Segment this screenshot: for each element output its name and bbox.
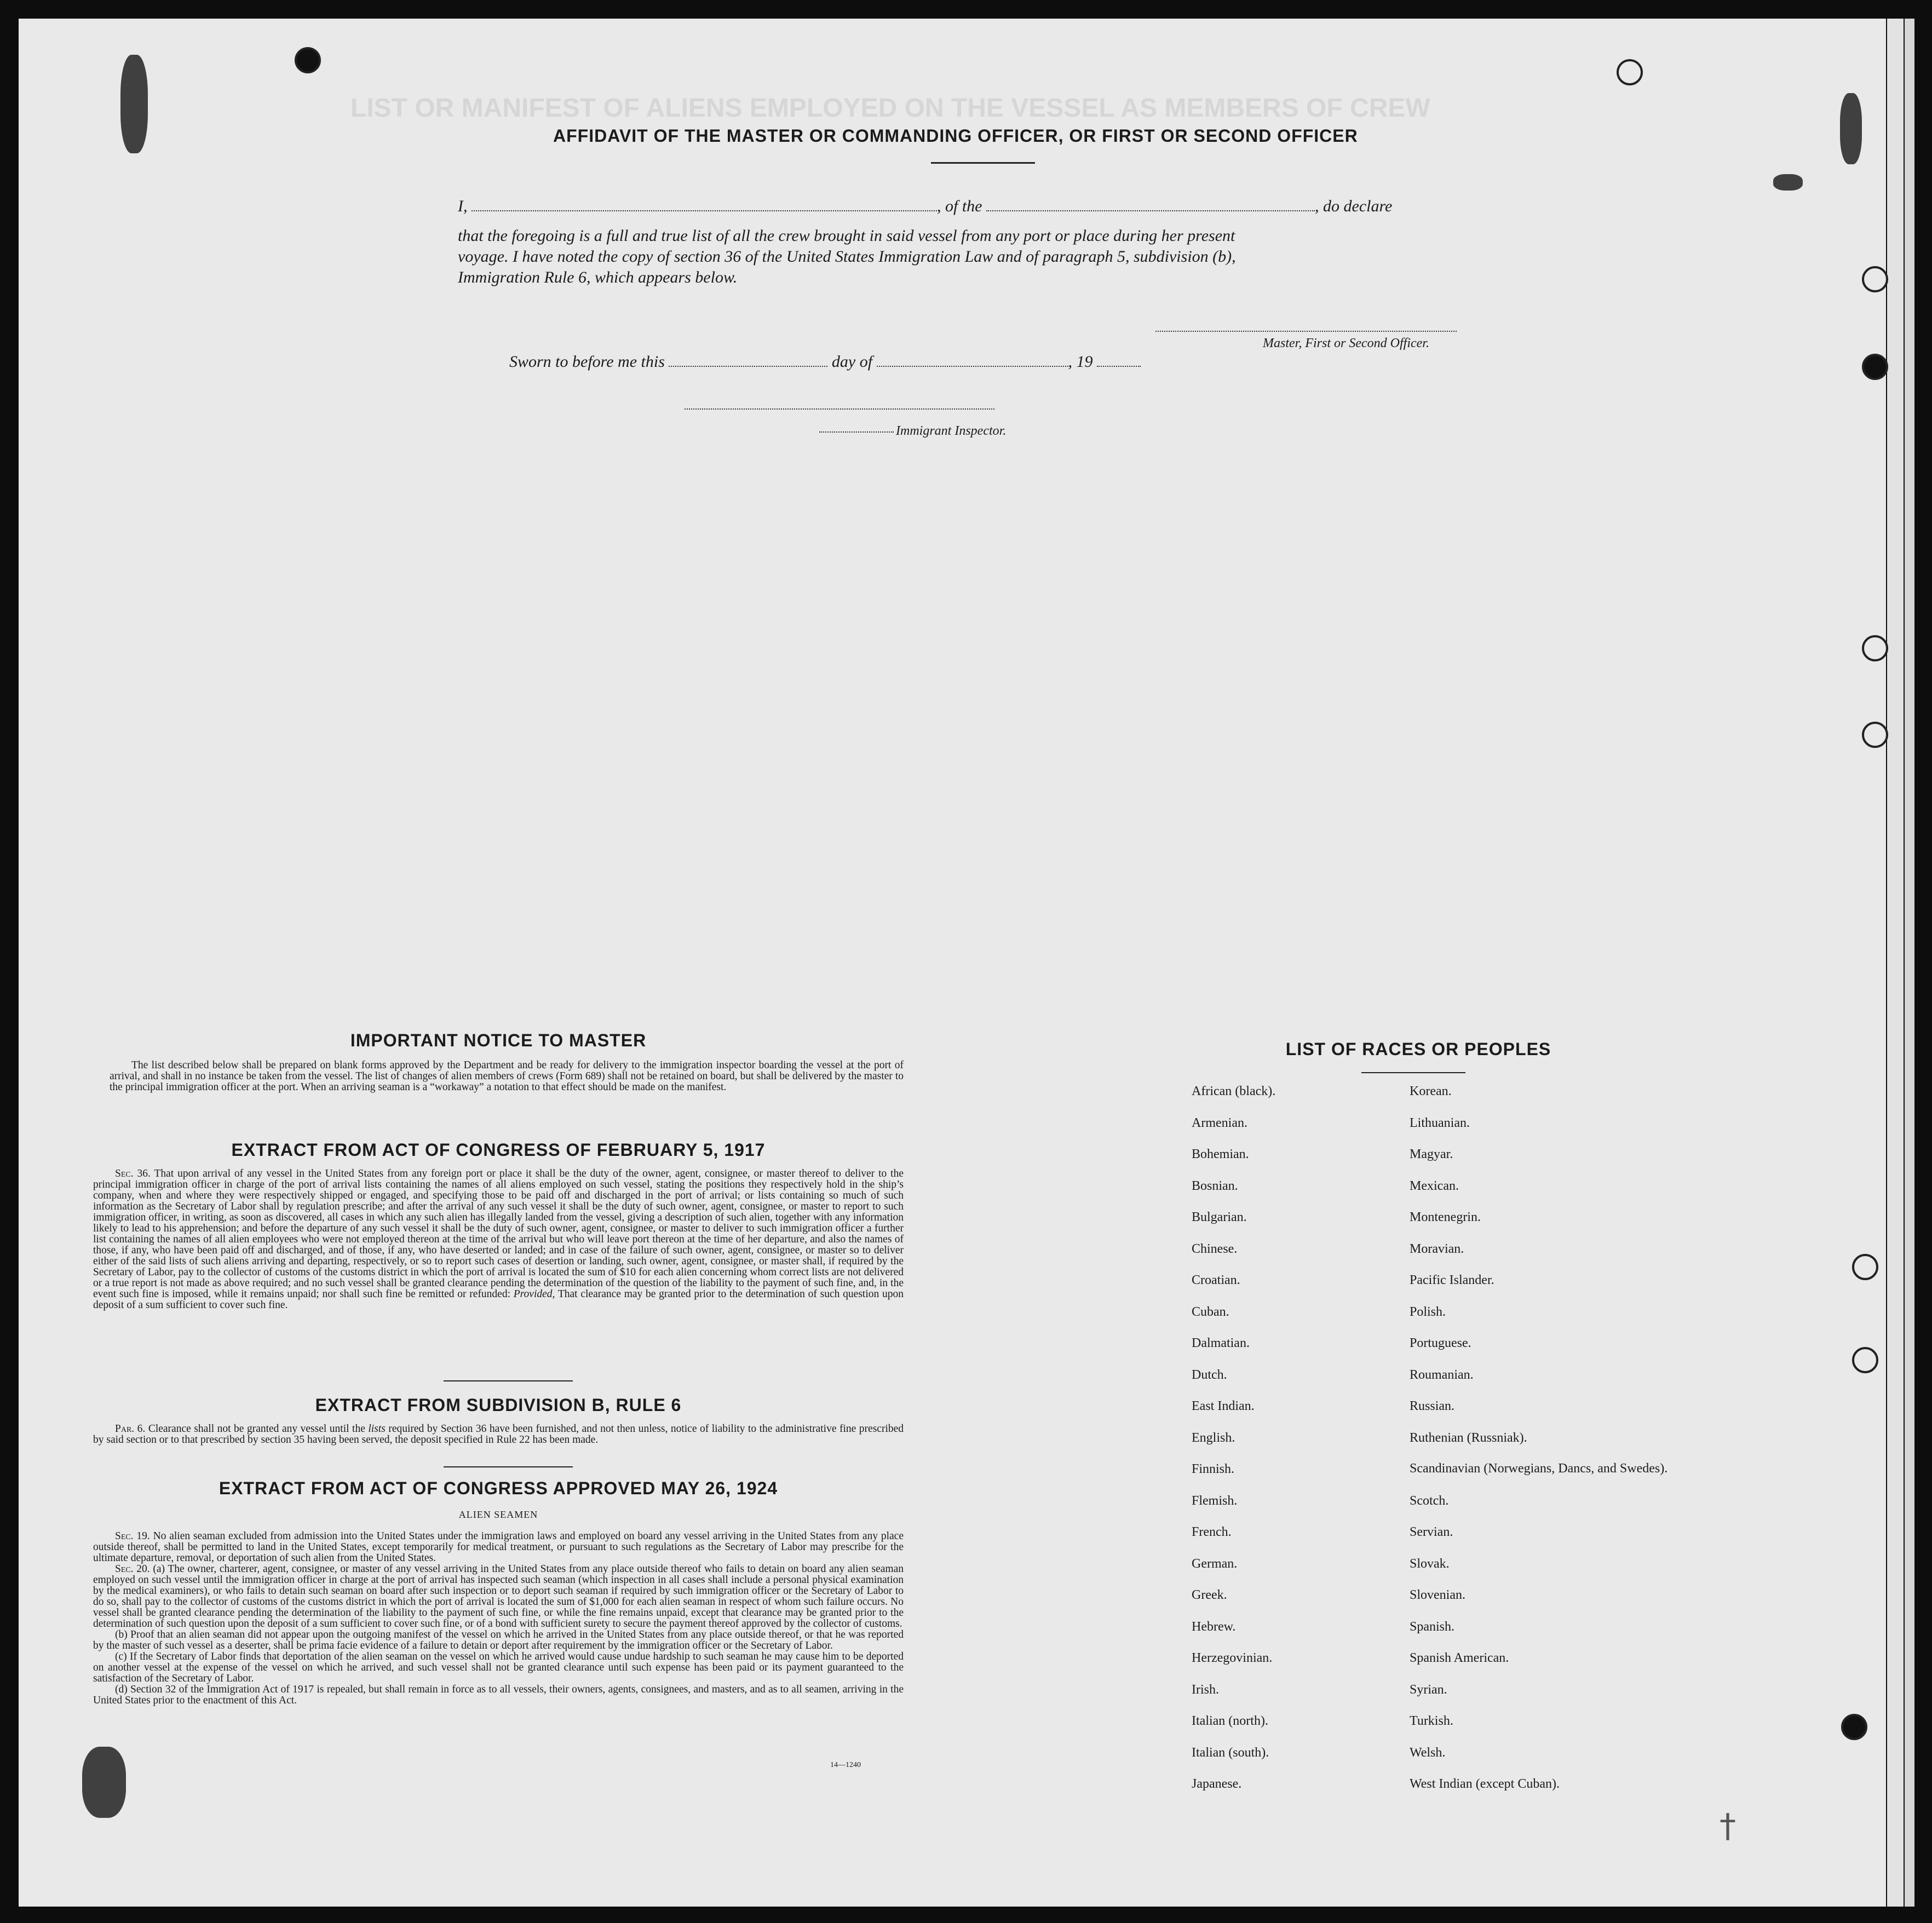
proviso-label: Provided, [513, 1288, 555, 1300]
punch-hole [1841, 1714, 1867, 1740]
punch-hole [295, 47, 321, 73]
master-label: Master, First or Second Officer. [1263, 336, 1429, 350]
race-item: Slovenian. [1410, 1588, 1465, 1602]
inspector-label: Immigrant Inspector. [896, 424, 1007, 438]
punch-hole [1617, 59, 1643, 85]
race-item: Herzegovinian. [1192, 1651, 1273, 1665]
race-item: Korean. [1410, 1084, 1452, 1098]
race-item: African (black). [1192, 1084, 1276, 1098]
affidavit-declare: , do declare [1315, 197, 1393, 215]
year-blank[interactable] [1097, 365, 1141, 367]
form-number: 14—1240 [830, 1761, 861, 1769]
notice-paragraph: The list described below shall be prepared on blank forms approved by the Department and be ready for delivery to the immigration inspector boarding the vessel at the port of arrival, and shall in no instance be taken from the vessel. The list of changes of alien members of crews (Form 689) shall not be retained on board, but shall be delivered by the master to the principal immigration officer at the port. When an arriving seaman is a “workaway” a notation to that effect should be made on the manifest. [110, 1060, 904, 1093]
section-19-text: No alien seaman excluded from admission into the United States under the immigration laws and employed on board any vessel arriving in the United States from any place outside thereof, shall be permitted to land in the United States, except temporarily for medical treatment, or pursuant to such regulations as the Secretary of Labor may prescribe for the ultimate departure, removal, or deportation of such alien from the United States. [93, 1530, 904, 1564]
page-edge [1905, 19, 1914, 1907]
race-item: Syrian. [1410, 1682, 1447, 1697]
affidavit-line-2: that the foregoing is a full and true list of all the crew brought in said vessel from any port or place during her present [458, 227, 1235, 245]
affidavit-line-4: Immigration Rule 6, which appears below. [458, 268, 738, 286]
races-right-column [1410, 1084, 1668, 1809]
alien-seamen-subtitle: ALIEN SEAMEN [458, 1509, 538, 1520]
race-item: Welsh. [1410, 1745, 1446, 1760]
race-item: Bohemian. [1192, 1147, 1249, 1161]
race-item: Polish. [1410, 1304, 1446, 1319]
affidavit-line-1 [458, 197, 1392, 216]
race-item: Russian. [1410, 1399, 1455, 1413]
vessel-blank[interactable] [986, 210, 1315, 211]
race-item: Portuguese. [1410, 1336, 1471, 1350]
bleed-through-title: LIST OR MANIFEST OF ALIENS EMPLOYED ON THE VESSEL AS MEMBERS OF CREW [350, 94, 1430, 123]
section-20b-text: (b) Proof that an alien seaman did not appear upon the outgoing manifest of the vessel on which he arrived in the United States from any place outside thereof, or that he was reported by the master of such vessel as a deserter, shall be prima facie evidence of a failure to detain or deport after requirement by the immigration officer or the Secretary of Labor. [93, 1629, 904, 1651]
race-item: East Indian. [1192, 1399, 1255, 1413]
year-prefix: , 19 [1068, 353, 1093, 371]
notice-title: IMPORTANT NOTICE TO MASTER [350, 1030, 647, 1050]
ink-stain [1773, 174, 1803, 191]
punch-hole [1862, 266, 1888, 292]
section-20a-text: (a) The owner, charterer, agent, consignee, or master of any vessel arriving in the United States from any place outside thereof who fails to detain on board any alien seaman employed on such vessel until the immigration officer in charge at the port of arrival has inspected such seaman (which inspection in all cases shall include a personal physical examination by the medical examiners), or who fails to detain such seaman on board after such inspection or to deport such seaman if required by such immigration officer or the Secretary of Labor to do so, shall pay to the collector of customs of the customs district in which the port of arrival is located the sum of $1,000 for each alien seaman in respect of whom such failure occurs. No vessel shall be granted clearance pending the determination of the liability to the payment of such fine, or while the fine remains unpaid, except that clearance may be granted prior to the determination of such question upon the deposit of a sum sufficient to cover such fine, or of a bond with sufficient surety to secure the payment thereof approved by the collector of customs. [93, 1563, 904, 1630]
day-of-text: day of [831, 353, 873, 371]
race-item: Croatian. [1192, 1273, 1240, 1287]
inspector-sub-line [819, 431, 894, 433]
section-36-text: That upon arrival of any vessel in the United States from any foreign port or place it shall be the duty of the owner, agent, consignee, or master thereof to deliver to the principal immigration officer in charge of the port of arrival lists containing the names of all aliens employed on such vessel, stating the positions they respectively hold in the ship’s company, when and where they were respectively shipped or engaged, and specifying those to be paid off and discharged in the port of arrival; or lists containing so much of such information as the Secretary of Labor shall by regulation prescribe; and after the arrival of any such vessel it shall be the duty of such owner, agent, consignee, or master to report to such immigration officer, in writing, as soon as discovered, all cases in which any such alien has illegally landed from the vessel, giving a description of such alien, together with any information likely to lead to his apprehension; and before the departure of any such vessel it shall be the duty of such owner, agent, consignee, or master to deliver to such immigration officer a further list containing the names of all alien employees who were not employed thereon at the time of the arrival but who will leave port thereon at the time of her departure, and also the names of those, if any, who have been paid off and discharged, and of those, if any, who have deserted or landed; and in case of the failure of such owner, agent, consignee, or master so to deliver either of the said lists of such aliens arriving and departing, respectively, or so to report such cases of desertion or landing, such owner, agent, consignee, or master shall, if required by the Secretary of Labor, pay to the collector of customs of the customs district in which the port of arrival is located the sum of $10 for each alien concerning whom correct lists are not delivered or a true report is not made as above required; and no such vessel shall be granted clearance pending the determination of the question of the liability to the payment of such fine, and, in the event such fine is imposed, while it remains unpaid; nor shall such fine be remitted or refunded: [93, 1168, 904, 1300]
race-item: Flemish. [1192, 1493, 1238, 1508]
notice-body [110, 1060, 904, 1093]
section-label: Sec. 19. [115, 1530, 150, 1542]
extract-1924-title: EXTRACT FROM ACT OF CONGRESS APPROVED MAY 26, 1924 [219, 1478, 778, 1498]
inspector-signature-line[interactable] [685, 408, 994, 410]
affidavit-of-the: , of the [937, 197, 982, 215]
race-item: Italian (south). [1192, 1745, 1269, 1760]
race-item: Pacific Islander. [1410, 1273, 1494, 1287]
races-left-column [1192, 1084, 1275, 1809]
race-item: Mexican. [1410, 1178, 1459, 1193]
race-item: Bulgarian. [1192, 1210, 1247, 1224]
race-item: Scandinavian (Norwegians, Dancs, and Swedes). [1410, 1461, 1668, 1476]
race-item: Finnish. [1192, 1462, 1235, 1476]
race-item: Greek. [1192, 1588, 1227, 1602]
race-item: Servian. [1410, 1525, 1453, 1539]
race-item: Chinese. [1192, 1241, 1238, 1256]
month-blank[interactable] [877, 365, 1068, 367]
race-item: Armenian. [1192, 1115, 1247, 1130]
page-mark: † [1720, 1807, 1736, 1845]
race-item: English. [1192, 1430, 1235, 1445]
punch-hole [1862, 354, 1888, 380]
divider [931, 162, 1035, 164]
punch-hole [1852, 1347, 1878, 1373]
race-item: Hebrew. [1192, 1619, 1236, 1634]
section-20c-text: (c) If the Secretary of Labor finds that deportation of the alien seaman on the vessel on which he arrived would cause undue hardship to such seaman he may cause him to be deported on another vessel at the expense of the vessel on which he arrived, and such vessel shall not be granted clearance until such expense has been paid or its payment guaranteed to the satisfaction of the Secretary of Labor. [93, 1651, 904, 1684]
master-signature-line[interactable] [1155, 331, 1457, 332]
punch-hole [1852, 1254, 1878, 1280]
extract-rule6-body [93, 1424, 904, 1446]
race-item: German. [1192, 1556, 1238, 1571]
extract-1924-body [93, 1531, 904, 1706]
races-title: LIST OF RACES OR PEOPLES [1285, 1039, 1551, 1059]
divider [1361, 1072, 1465, 1073]
race-item: Dalmatian. [1192, 1336, 1250, 1350]
affidavit-line-3: voyage. I have noted the copy of section 36 of the United States Immigration Law and of paragraph 5, subdivision (b), [458, 247, 1236, 266]
ink-stain [1840, 93, 1862, 164]
punch-hole [1862, 635, 1888, 661]
race-item: Ruthenian (Russniak). [1410, 1430, 1527, 1445]
race-item: Japanese. [1192, 1777, 1242, 1791]
affidavit-i: I, [458, 197, 468, 215]
punch-hole [1862, 722, 1888, 748]
race-item: Irish. [1192, 1682, 1219, 1697]
race-item: Bosnian. [1192, 1178, 1238, 1193]
proviso-text: That clearance may be granted prior to the determination of such question upon deposit of a sum sufficient to cover such fine. [93, 1288, 904, 1311]
section-20d-text: (d) Section 32 of the Immigration Act of 1917 is repealed, but shall remain in force as to all vessels, their owners, agents, consignees, and masters, and as to all seamen, arriving in the United States prior to the enactment of this Act. [93, 1684, 904, 1706]
ink-stain [120, 55, 148, 153]
rule6-text-b: required by Section 36 have been furnished, and not then unless, notice of liability to the administrative fine prescribed by said section or to that prescribed by section 35 having been served, the deposit specified in Rule 22 has been made. [93, 1423, 904, 1446]
divider [444, 1466, 573, 1467]
race-item: Spanish American. [1410, 1651, 1509, 1665]
race-item: Montenegrin. [1410, 1210, 1481, 1224]
race-item: Lithuanian. [1410, 1115, 1470, 1130]
race-item: West Indian (except Cuban). [1410, 1777, 1560, 1791]
race-item: Turkish. [1410, 1714, 1453, 1728]
extract-rule6-title: EXTRACT FROM SUBDIVISION B, RULE 6 [315, 1395, 682, 1415]
race-item: Roumanian. [1410, 1367, 1474, 1382]
section-label: Sec. 36. [115, 1168, 151, 1179]
page-edge [1887, 19, 1904, 1907]
race-item: Moravian. [1410, 1241, 1464, 1256]
rule6-text-italic: lists [368, 1423, 386, 1435]
affidavit-title: AFFIDAVIT OF THE MASTER OR COMMANDING OFFICER, OR FIRST OR SECOND OFFICER [553, 126, 1358, 146]
race-item: Cuban. [1192, 1304, 1229, 1319]
rule6-text-a: Clearance shall not be granted any vessel until the [148, 1423, 365, 1435]
race-item: Italian (north). [1192, 1714, 1268, 1728]
section-label: Sec. 20. [115, 1563, 150, 1575]
race-item: Dutch. [1192, 1367, 1227, 1382]
race-item: French. [1192, 1525, 1232, 1539]
race-item: Magyar. [1410, 1147, 1453, 1161]
sworn-line [509, 353, 1141, 371]
name-blank[interactable] [472, 210, 937, 211]
paragraph-label: Par. 6. [115, 1423, 146, 1435]
race-item: Scotch. [1410, 1493, 1449, 1508]
sworn-text: Sworn to before me this [509, 353, 665, 371]
extract-1917-body [93, 1168, 904, 1311]
ink-stain [82, 1747, 126, 1818]
divider [444, 1380, 573, 1381]
race-item: Slovak. [1410, 1556, 1450, 1571]
extract-1917-title: EXTRACT FROM ACT OF CONGRESS OF FEBRUARY 5, 1917 [231, 1140, 766, 1160]
race-item: Spanish. [1410, 1619, 1455, 1634]
day-blank[interactable] [669, 365, 827, 367]
